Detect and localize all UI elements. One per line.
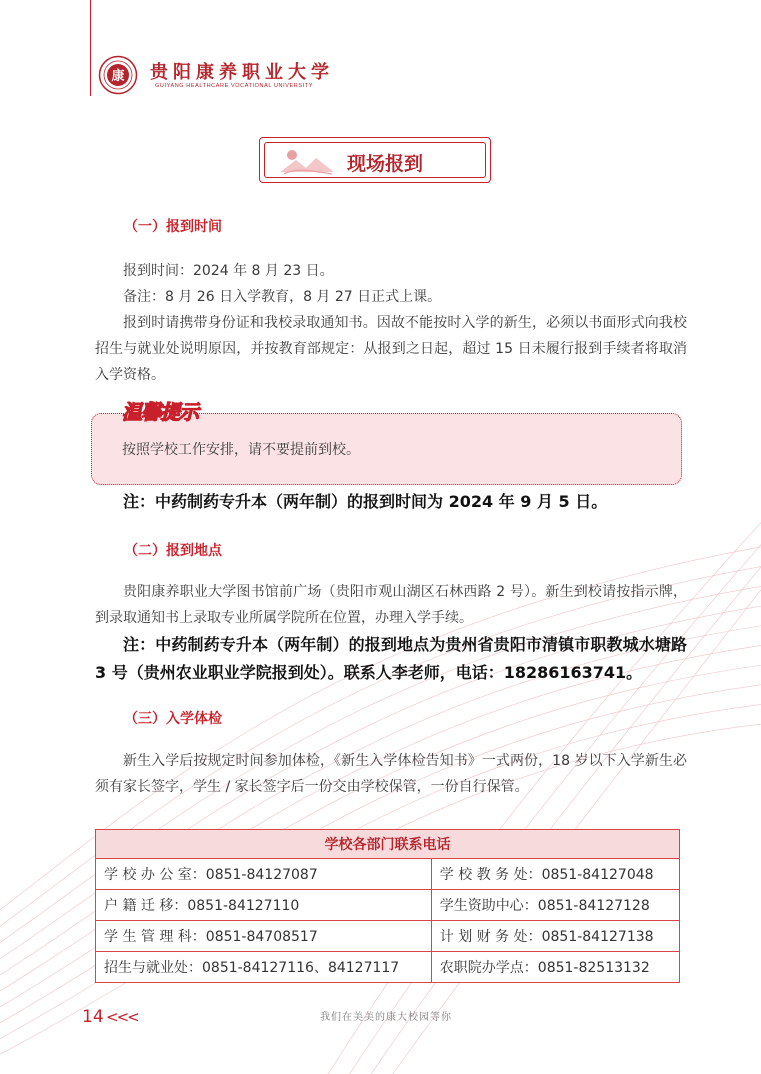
contact-table-title: 学校各部门联系电话 [96, 830, 680, 859]
contact-cell: 学 生 管 理 科：0851-84708517 [96, 921, 432, 952]
page-number: 14 [82, 1007, 104, 1027]
section-title-box [259, 137, 491, 183]
report-place: 贵阳康养职业大学图书馆前广场（贵阳市观山湖区石林西路 2 号）。新生到校请按指示牌，到录取通知书上录取专业所属学院所在位置，办理入学手续。 [95, 584, 687, 626]
contact-phone-table [95, 829, 680, 983]
page-title: 现场报到 [346, 153, 423, 175]
contact-cell: 学 校 办 公 室：0851-84127087 [96, 859, 432, 890]
section-heading-time: （一）报到时间 [124, 219, 222, 235]
contact-cell: 学生资助中心：0851-84127128 [431, 890, 679, 921]
contact-cell: 户 籍 迁 移：0851-84127110 [96, 890, 432, 921]
chevron-left-icon: <<< [106, 1008, 138, 1026]
contact-cell: 招生与就业处：0851-84127116、84127117 [96, 952, 432, 983]
note-report-place: 注：中药制药专升本（两年制）的报到地点为贵州省贵阳市清镇市职教城水塘路 3 号（贵州农业职业学院报到处）。联系人李老师，电话：18286163741。 [95, 635, 687, 682]
checkup-text: 新生入学后按规定时间参加体检，《新生入学体检告知书》一式两份，18 岁以下入学新生必须有家长签字，学生 / 家长签字后一份交由学校保管，一份自行保管。 [95, 753, 687, 795]
report-time: 报到时间：2024 年 8 月 23 日。 [123, 263, 334, 279]
university-seal-icon [98, 55, 138, 95]
university-name-en: GUIYANG HEALTHCARE VOCATIONAL UNIVERSITY [155, 83, 313, 89]
report-remark: 备注：8 月 26 日入学教育，8 月 27 日正式上课。 [123, 289, 442, 305]
section-heading-place: （二）报到地点 [124, 543, 222, 559]
contact-cell: 农职院办学点：0851-82513132 [431, 952, 679, 983]
contact-cell: 学 校 教 务 处：0851-84127048 [431, 859, 679, 890]
note-report-time: 注：中药制药专升本（两年制）的报到时间为 2024 年 9 月 5 日。 [123, 492, 608, 511]
contact-cell: 计 划 财 务 处：0851-84127138 [431, 921, 679, 952]
footer-slogan: 我们在美美的康大校园等你 [320, 1012, 452, 1023]
university-name: 贵阳康养职业大学 [150, 62, 334, 83]
svg-text:康: 康 [111, 69, 125, 84]
tip-text: 按照学校工作安排，请不要提前到校。 [122, 442, 360, 458]
report-requirements: 报到时请携带身份证和我校录取通知书。因故不能按时入学的新生，必须以书面形式向我校招生与就业处说明原因，并按教育部规定：从报到之日起，超过 15 日未履行报到手续者将取消入学资格。 [95, 315, 687, 383]
header-rule [90, 0, 91, 96]
section-heading-checkup: （三）入学体检 [124, 711, 222, 727]
tip-title: 温馨提示 [122, 400, 198, 424]
